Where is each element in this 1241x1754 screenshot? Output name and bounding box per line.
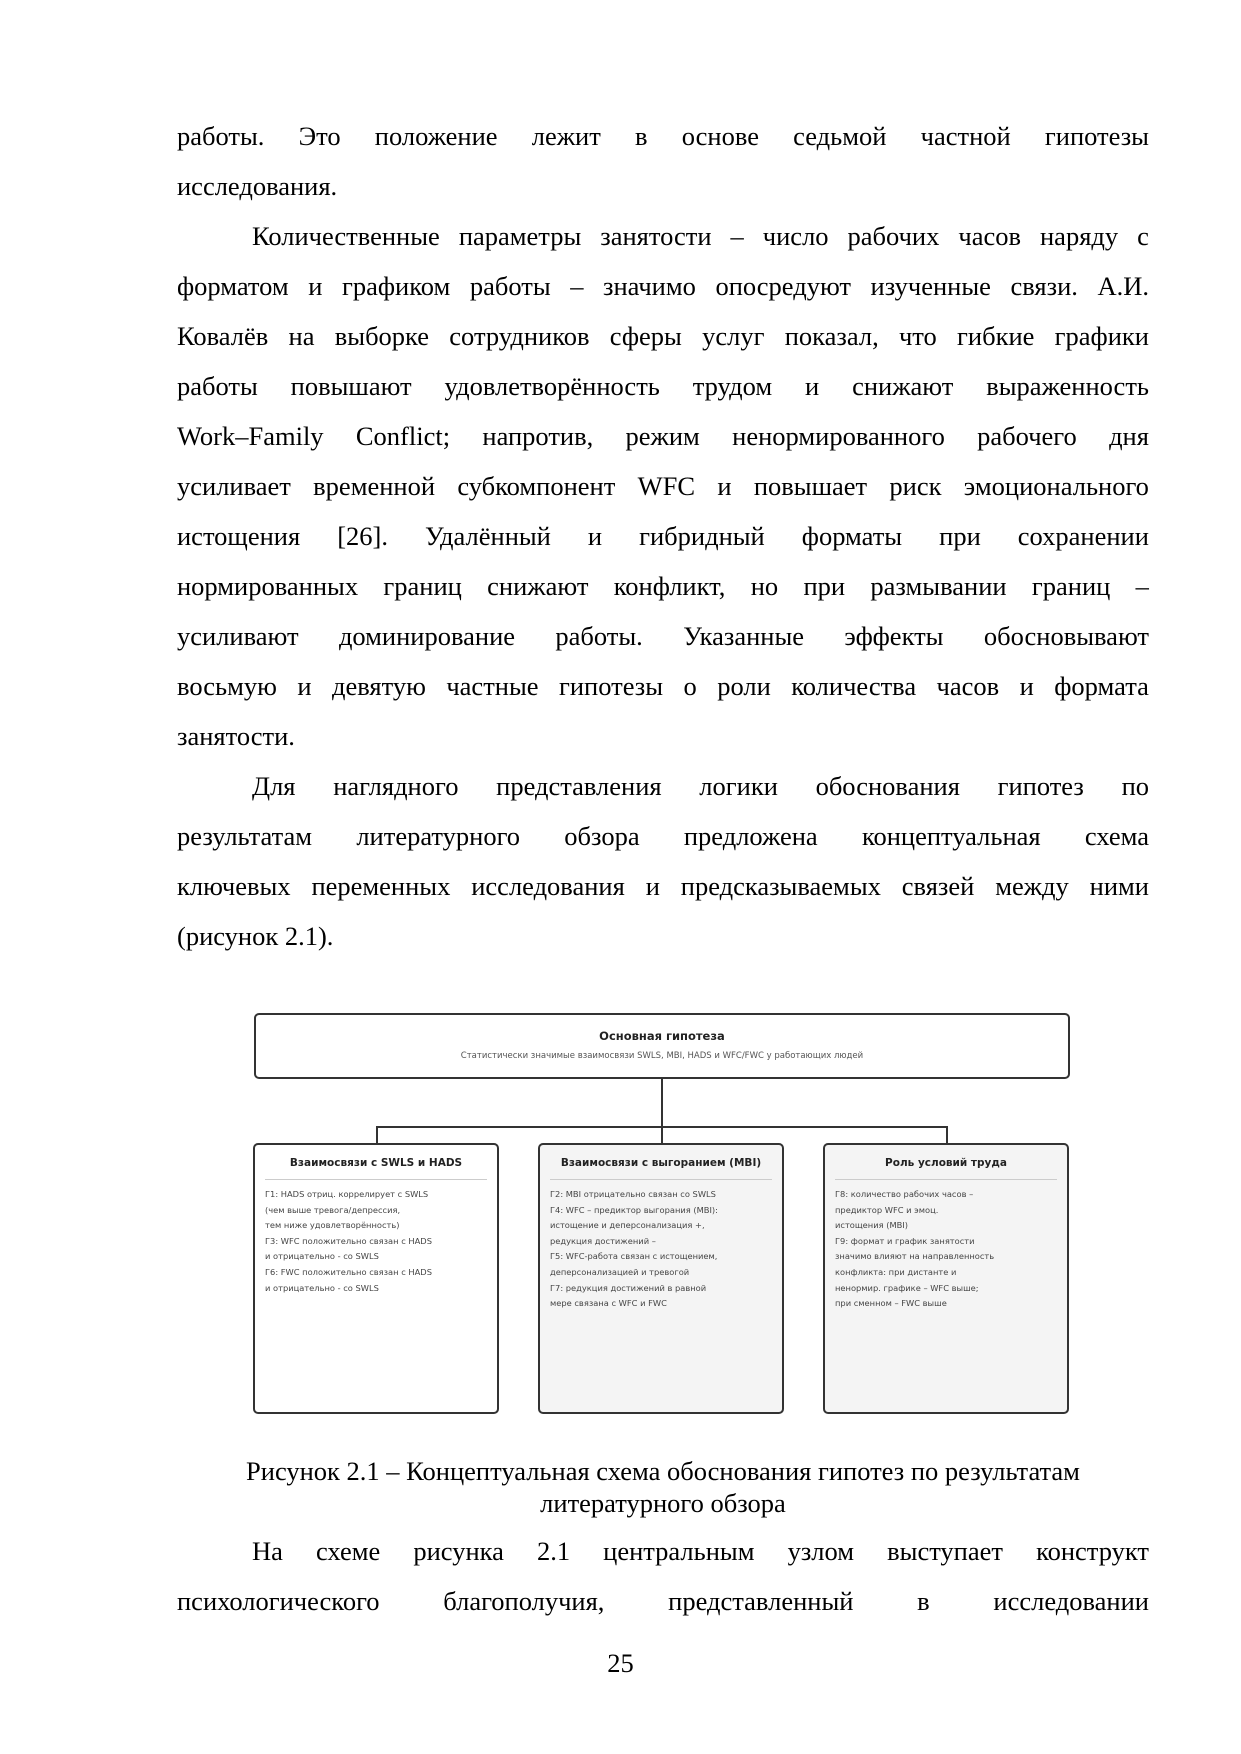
text-line: ключевых переменных исследования и предсказываемых связей между ними [177,871,1149,901]
main-hypothesis-title: Основная гипотеза [599,1029,725,1043]
text-line: усиливает временной субкомпонент WFC и повышает риск эмоционального [177,471,1149,501]
column-box-mbi [538,1143,784,1414]
text-line: усиливают доминирование работы. Указанные эффекты обосновывают [177,621,1149,651]
divider [265,1179,487,1180]
column-body: Г8: количество рабочих часов – предиктор WFC и эмоц. истощения (MBI) Г9: формат и график занятости значимо влияют на направленность конфликта: при дистанте и ненормир. графике – WFC выше; при сменном – FWC выше [835,1189,995,1309]
connector-line [376,1126,948,1128]
text-line: работы. Это положение лежит в основе седьмой частной гипотезы [177,121,1149,151]
text-line: работы повышают удовлетворённость трудом и снижают выраженность [177,371,1149,401]
text-line: психологического благополучия, представленный в исследовании [177,1586,1149,1616]
connector-line [376,1126,378,1144]
text-line: Для наглядного представления логики обоснования гипотез по [252,771,1149,801]
text-line: занятости. [177,721,295,751]
page-number: 25 [607,1648,634,1678]
connector-line [661,1126,663,1144]
text-line: форматом и графиком работы – значимо опосредуют изученные связи. А.И. [177,271,1149,301]
column-body: Г1: HADS отриц. коррелирует с SWLS (чем выше тревога/депрессия, тем ниже удовлетворённость) Г3: WFC положительно связан с HADS и отрицательно - со SWLS Г6: FWC положительно связан с HADS и отрицательно - со SWLS [265,1189,432,1293]
column-title: Взаимосвязи с SWLS и HADS [289,1157,463,1169]
text-line: (рисунок 2.1). [177,921,334,951]
column-body: Г2: MBI отрицательно связан со SWLS Г4: WFC – предиктор выгорания (MBI): истощение и деперсонализация +, редукция достижений – Г5: WFC-работа связан с истощением, деперсонализацией и тревогой Г7: редукция достижений в равной мере связана с WFC и FWC [550,1189,718,1309]
text-line: восьмую и девятую частные гипотезы о роли количества часов и формата [177,671,1149,701]
column-box-work-conditions [823,1143,1069,1414]
connector-line [946,1126,948,1144]
caption-line: литературного обзора [540,1488,786,1518]
column-box-swls-hads [253,1143,499,1414]
main-hypothesis-subtitle: Статистически значимые взаимосвязи SWLS, MBI, HADS и WFC/FWC у работающих людей [460,1051,864,1061]
text-line: исследования. [177,171,338,201]
divider [835,1179,1057,1180]
text-line: Количественные параметры занятости – число рабочих часов наряду с [252,221,1149,251]
text-line: На схеме рисунка 2.1 центральным узлом выступает конструкт [252,1536,1149,1566]
text-line: результатам литературного обзора предложена концептуальная схема [177,821,1149,851]
connector-line [661,1079,663,1127]
text-line: истощения [26]. Удалённый и гибридный форматы при сохранении [177,521,1149,551]
figure-caption [177,1455,1149,1519]
column-title: Роль условий труда [885,1157,1007,1169]
column-title: Взаимосвязи с выгоранием (MBI) [560,1157,762,1169]
text-line: нормированных границ снижают конфликт, но при размывании границ – [177,571,1149,601]
divider [550,1179,772,1180]
text-line: Work–Family Conflict; напротив, режим ненормированного рабочего дня [177,421,1149,451]
text-line: Ковалёв на выборке сотрудников сферы услуг показал, что гибкие графики [177,321,1149,351]
main-hypothesis-box [254,1013,1070,1079]
caption-line: Рисунок 2.1 – Концептуальная схема обоснования гипотез по результатам [246,1456,1080,1486]
